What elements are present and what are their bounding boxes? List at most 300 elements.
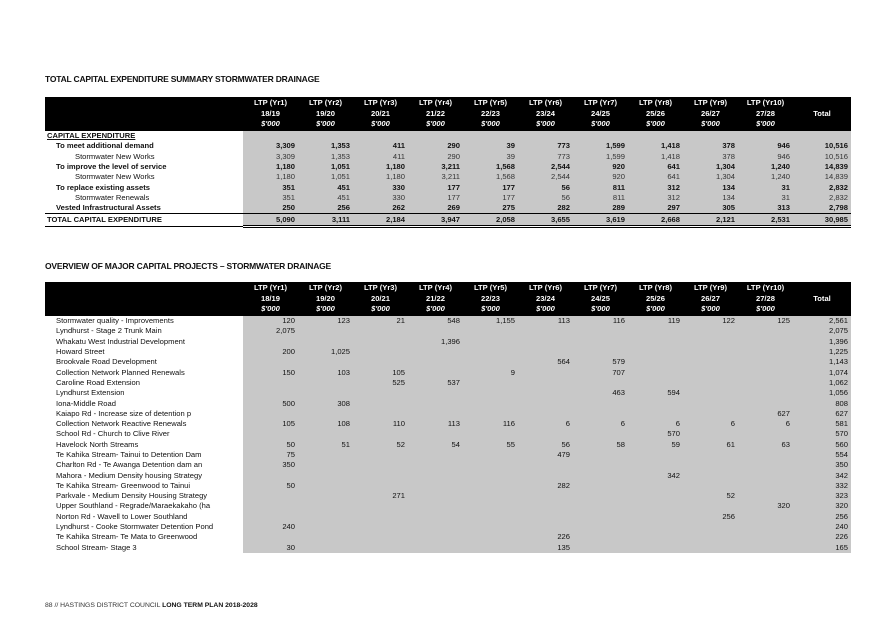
project-cell: 342	[628, 470, 683, 480]
summary-cell: 1,304	[683, 162, 738, 172]
project-cell: 627	[793, 409, 851, 419]
project-cell	[463, 429, 518, 439]
summary-header-yr4	[408, 97, 463, 131]
project-cell	[353, 470, 408, 480]
header-period: 21/22	[425, 293, 445, 303]
summary-row-label: To meet additional demand	[45, 141, 243, 151]
project-cell	[408, 470, 463, 480]
summary-cell: 920	[573, 172, 628, 182]
project-cell	[353, 532, 408, 542]
summary-cell: 411	[353, 152, 408, 162]
summary-cell: 3,619	[573, 214, 628, 226]
project-cell	[628, 367, 683, 377]
project-cell	[353, 337, 408, 347]
project-cell: 581	[793, 419, 851, 429]
project-cell: 9	[463, 367, 518, 377]
summary-cell: 134	[683, 182, 738, 192]
projects-header-yr5	[463, 282, 518, 316]
project-name: Stormwater quality - Improvements	[45, 316, 243, 326]
project-cell: 56	[518, 440, 573, 450]
project-cell	[408, 501, 463, 511]
summary-cell: 14,839	[793, 172, 851, 182]
summary-cell: 773	[518, 141, 573, 151]
projects-header-yr1	[243, 282, 298, 316]
header-unit: $'000	[481, 119, 500, 129]
summary-cell: 1,051	[298, 162, 353, 172]
project-cell	[683, 357, 738, 367]
project-cell: 226	[518, 532, 573, 542]
summary-cell	[408, 131, 463, 141]
header-period: 26/27	[700, 108, 720, 118]
summary-cell: 297	[628, 203, 683, 214]
project-row	[45, 316, 851, 326]
project-cell	[683, 367, 738, 377]
summary-cell: 1,180	[243, 172, 298, 182]
project-cell	[738, 378, 793, 388]
project-cell	[628, 450, 683, 460]
project-cell	[738, 512, 793, 522]
project-cell	[518, 388, 573, 398]
project-cell	[518, 326, 573, 336]
project-cell	[628, 481, 683, 491]
project-cell	[298, 357, 353, 367]
summary-cell: 289	[573, 203, 628, 214]
project-row	[45, 326, 851, 336]
summary-cell: 2,832	[793, 193, 851, 203]
project-cell: 110	[353, 419, 408, 429]
project-cell	[738, 388, 793, 398]
project-cell	[738, 543, 793, 553]
projects-header-yr3	[353, 282, 408, 316]
project-cell	[518, 460, 573, 470]
summary-row	[45, 152, 851, 162]
project-row	[45, 512, 851, 522]
header-year-label: LTP (Yr10)	[746, 283, 785, 293]
project-cell	[738, 367, 793, 377]
summary-cell: 290	[408, 152, 463, 162]
project-cell	[628, 460, 683, 470]
projects-header-yr9	[683, 282, 738, 316]
project-cell	[463, 543, 518, 553]
summary-row	[45, 193, 851, 203]
summary-header-yr3	[353, 97, 408, 131]
summary-cell: 262	[353, 203, 408, 214]
header-year-label: LTP (Yr2)	[308, 98, 343, 108]
header-period: 27/28	[755, 108, 775, 118]
project-cell	[408, 357, 463, 367]
summary-cell: 451	[298, 182, 353, 192]
project-cell	[463, 470, 518, 480]
project-cell	[738, 429, 793, 439]
project-cell	[463, 388, 518, 398]
summary-cell	[463, 131, 518, 141]
projects-header-yr2	[298, 282, 353, 316]
project-row	[45, 491, 851, 501]
header-unit: $'000	[536, 304, 555, 314]
project-cell	[243, 501, 298, 511]
project-row	[45, 543, 851, 553]
header-unit: $'000	[481, 304, 500, 314]
header-period: 25/26	[645, 293, 665, 303]
project-cell	[243, 388, 298, 398]
project-cell: 479	[518, 450, 573, 460]
project-cell	[408, 326, 463, 336]
summary-header-yr2	[298, 97, 353, 131]
summary-cell	[243, 131, 298, 141]
project-cell	[408, 491, 463, 501]
project-cell: 1,074	[793, 367, 851, 377]
summary-row-label: Stormwater New Works	[45, 172, 243, 182]
project-cell: 135	[518, 543, 573, 553]
header-year-label: LTP (Yr4)	[418, 98, 453, 108]
summary-cell	[518, 131, 573, 141]
project-name: School Stream- Stage 3	[45, 543, 243, 553]
summary-cell: 2,668	[628, 214, 683, 226]
project-cell	[463, 491, 518, 501]
project-cell	[628, 347, 683, 357]
header-period: 24/25	[590, 293, 610, 303]
page-footer	[45, 602, 258, 609]
header-unit: $'000	[536, 119, 555, 129]
summary-cell: 1,240	[738, 162, 793, 172]
summary-cell	[793, 131, 851, 141]
project-cell: 256	[793, 512, 851, 522]
project-cell: 627	[738, 409, 793, 419]
project-cell: 554	[793, 450, 851, 460]
summary-cell	[628, 131, 683, 141]
project-cell	[408, 347, 463, 357]
project-name: Howard Street	[45, 347, 243, 357]
project-cell	[298, 460, 353, 470]
header-period: 23/24	[535, 108, 555, 118]
summary-cell: 2,184	[353, 214, 408, 226]
summary-row	[45, 182, 851, 192]
project-cell	[738, 481, 793, 491]
header-period: 19/20	[315, 293, 335, 303]
header-year-label: LTP (Yr7)	[583, 98, 618, 108]
project-cell	[298, 491, 353, 501]
project-cell: 1,396	[408, 337, 463, 347]
project-cell: 1,062	[793, 378, 851, 388]
project-cell	[683, 429, 738, 439]
summary-header-yr8	[628, 97, 683, 131]
project-cell	[573, 450, 628, 460]
header-year-label: LTP (Yr1)	[253, 283, 288, 293]
project-cell	[463, 512, 518, 522]
summary-cell: 3,211	[408, 172, 463, 182]
project-cell: 122	[683, 316, 738, 326]
header-year-label: LTP (Yr6)	[528, 98, 563, 108]
summary-cell: 378	[683, 152, 738, 162]
project-cell: 594	[628, 388, 683, 398]
project-cell: 320	[738, 501, 793, 511]
summary-cell: 811	[573, 182, 628, 192]
summary-cell: 39	[463, 141, 518, 151]
summary-cell: 1,180	[353, 172, 408, 182]
project-cell: 1,025	[298, 347, 353, 357]
project-cell: 271	[353, 491, 408, 501]
summary-cell: 2,058	[463, 214, 518, 226]
header-period: 18/19	[260, 108, 280, 118]
project-cell	[738, 522, 793, 532]
header-year-label: LTP (Yr10)	[746, 98, 785, 108]
project-cell: 570	[628, 429, 683, 439]
project-cell: 50	[243, 440, 298, 450]
project-name: Te Kahika Stream- Greenwood to Tainui	[45, 481, 243, 491]
project-name: Mahora - Medium Density housing Strategy	[45, 470, 243, 480]
project-cell	[738, 470, 793, 480]
summary-cell: 920	[573, 162, 628, 172]
project-cell: 323	[793, 491, 851, 501]
project-cell	[518, 429, 573, 439]
header-period: 25/26	[645, 108, 665, 118]
summary-row-label: To replace existing assets	[45, 182, 243, 192]
project-cell: 707	[573, 367, 628, 377]
summary-cell: 1,568	[463, 162, 518, 172]
summary-row	[45, 214, 851, 226]
summary-cell: 946	[738, 152, 793, 162]
project-cell: 256	[683, 512, 738, 522]
project-cell	[243, 378, 298, 388]
summary-cell: 312	[628, 182, 683, 192]
summary-cell: 451	[298, 193, 353, 203]
project-name: Parkvale - Medium Density Housing Strategy	[45, 491, 243, 501]
project-cell	[353, 522, 408, 532]
header-unit: $'000	[426, 304, 445, 314]
capital-expenditure-summary-table	[45, 97, 851, 228]
project-cell	[738, 460, 793, 470]
project-cell: 59	[628, 440, 683, 450]
project-cell	[463, 337, 518, 347]
summary-cell: 10,516	[793, 141, 851, 151]
summary-cell: 282	[518, 203, 573, 214]
header-unit: $'000	[756, 304, 775, 314]
project-cell: 240	[243, 522, 298, 532]
summary-cell: 312	[628, 193, 683, 203]
project-cell	[353, 501, 408, 511]
summary-row-label: Stormwater New Works	[45, 152, 243, 162]
project-cell	[573, 337, 628, 347]
project-cell	[463, 357, 518, 367]
project-cell	[408, 460, 463, 470]
project-cell	[243, 532, 298, 542]
summary-cell: 134	[683, 193, 738, 203]
project-name: Charlton Rd - Te Awanga Detention dam an	[45, 460, 243, 470]
header-unit: $'000	[646, 304, 665, 314]
project-cell: 75	[243, 450, 298, 460]
summary-cell: 1,240	[738, 172, 793, 182]
project-cell: 52	[353, 440, 408, 450]
project-cell: 2,561	[793, 316, 851, 326]
project-row	[45, 501, 851, 511]
project-cell: 30	[243, 543, 298, 553]
summary-cell: 1,599	[573, 152, 628, 162]
summary-cell: 1,353	[298, 141, 353, 151]
project-name: Lyndhurst - Cooke Stormwater Detention Pond	[45, 522, 243, 532]
project-cell: 2,075	[243, 326, 298, 336]
project-cell	[573, 409, 628, 419]
project-cell: 1,143	[793, 357, 851, 367]
project-cell	[463, 347, 518, 357]
project-cell	[408, 450, 463, 460]
summary-cell	[298, 131, 353, 141]
project-row	[45, 409, 851, 419]
project-cell	[683, 481, 738, 491]
summary-cell: 2,832	[793, 182, 851, 192]
summary-cell: 1,304	[683, 172, 738, 182]
project-name: Iona-Middle Road	[45, 398, 243, 408]
summary-cell: 3,947	[408, 214, 463, 226]
project-row	[45, 357, 851, 367]
project-name: School Rd - Church to Clive River	[45, 429, 243, 439]
project-row	[45, 337, 851, 347]
project-cell	[573, 470, 628, 480]
summary-cell: 2,798	[793, 203, 851, 214]
project-row	[45, 378, 851, 388]
summary-cell: 378	[683, 141, 738, 151]
project-cell: 6	[738, 419, 793, 429]
project-row	[45, 398, 851, 408]
project-cell	[408, 388, 463, 398]
project-cell	[463, 409, 518, 419]
project-name: Kaiapo Rd - Increase size of detention p	[45, 409, 243, 419]
major-projects-table	[45, 282, 851, 553]
summary-cell: 290	[408, 141, 463, 151]
project-cell	[353, 326, 408, 336]
project-cell: 123	[298, 316, 353, 326]
project-cell	[298, 512, 353, 522]
project-cell	[408, 429, 463, 439]
project-cell	[738, 532, 793, 542]
project-row	[45, 347, 851, 357]
summary-cell: 2,544	[518, 172, 573, 182]
project-cell	[518, 367, 573, 377]
project-cell: 1,396	[793, 337, 851, 347]
project-cell: 1,056	[793, 388, 851, 398]
project-cell	[628, 409, 683, 419]
header-unit: $'000	[426, 119, 445, 129]
project-cell	[463, 481, 518, 491]
header-period: 23/24	[535, 293, 555, 303]
project-cell: 537	[408, 378, 463, 388]
project-cell	[628, 501, 683, 511]
project-cell	[738, 337, 793, 347]
project-row	[45, 367, 851, 377]
project-name: Te Kahika Stream- Te Mata to Greenwood	[45, 532, 243, 542]
summary-cell: 1,568	[463, 172, 518, 182]
projects-header-yr10	[738, 282, 793, 316]
project-cell	[463, 450, 518, 460]
project-cell: 105	[243, 419, 298, 429]
project-cell	[298, 429, 353, 439]
project-cell: 570	[793, 429, 851, 439]
project-cell	[298, 337, 353, 347]
project-cell: 308	[298, 398, 353, 408]
summary-cell: 250	[243, 203, 298, 214]
project-row	[45, 388, 851, 398]
summary-cell: 1,418	[628, 152, 683, 162]
header-year-label: LTP (Yr3)	[363, 283, 398, 293]
project-row	[45, 532, 851, 542]
header-year-label: LTP (Yr5)	[473, 98, 508, 108]
summary-cell: 2,121	[683, 214, 738, 226]
project-cell: 6	[683, 419, 738, 429]
project-cell: 525	[353, 378, 408, 388]
summary-header-yr1	[243, 97, 298, 131]
summary-cell: 2,544	[518, 162, 573, 172]
project-cell: 332	[793, 481, 851, 491]
header-year-label: LTP (Yr8)	[638, 283, 673, 293]
project-cell	[408, 543, 463, 553]
summary-cell: 330	[353, 182, 408, 192]
project-cell	[298, 450, 353, 460]
header-unit: $'000	[371, 119, 390, 129]
summary-cell: 3,309	[243, 141, 298, 151]
project-cell	[628, 522, 683, 532]
project-cell	[408, 512, 463, 522]
project-cell	[573, 481, 628, 491]
project-cell	[353, 429, 408, 439]
header-unit: $'000	[591, 119, 610, 129]
project-cell	[738, 347, 793, 357]
summary-row-label: Vested Infrastructural Assets	[45, 203, 243, 214]
summary-cell: 313	[738, 203, 793, 214]
project-cell: 21	[353, 316, 408, 326]
summary-cell: 411	[353, 141, 408, 151]
project-cell: 226	[793, 532, 851, 542]
project-cell	[683, 347, 738, 357]
project-cell	[463, 501, 518, 511]
projects-header-yr6	[518, 282, 573, 316]
project-cell	[518, 522, 573, 532]
project-cell	[573, 532, 628, 542]
project-cell	[353, 409, 408, 419]
project-cell: 350	[793, 460, 851, 470]
project-cell	[463, 532, 518, 542]
project-cell	[353, 481, 408, 491]
summary-cell: 811	[573, 193, 628, 203]
summary-header-yr7	[573, 97, 628, 131]
project-cell	[683, 543, 738, 553]
project-cell	[408, 522, 463, 532]
summary-header-yr5	[463, 97, 518, 131]
project-name: Brookvale Road Development	[45, 357, 243, 367]
project-row	[45, 481, 851, 491]
project-cell	[243, 491, 298, 501]
summary-cell: 1,353	[298, 152, 353, 162]
project-cell	[628, 326, 683, 336]
summary-cell: 39	[463, 152, 518, 162]
project-cell: 165	[793, 543, 851, 553]
project-cell: 463	[573, 388, 628, 398]
projects-header-blank	[45, 282, 243, 316]
project-cell	[298, 470, 353, 480]
project-cell: 240	[793, 522, 851, 532]
project-cell	[683, 409, 738, 419]
project-cell	[518, 501, 573, 511]
project-cell: 61	[683, 440, 738, 450]
project-cell	[298, 388, 353, 398]
header-year-label: LTP (Yr6)	[528, 283, 563, 293]
summary-cell: 3,211	[408, 162, 463, 172]
project-cell: 808	[793, 398, 851, 408]
header-period: 22/23	[480, 293, 500, 303]
summary-cell: 56	[518, 182, 573, 192]
project-cell	[463, 522, 518, 532]
header-unit: $'000	[591, 304, 610, 314]
header-period: 19/20	[315, 108, 335, 118]
project-cell	[298, 481, 353, 491]
